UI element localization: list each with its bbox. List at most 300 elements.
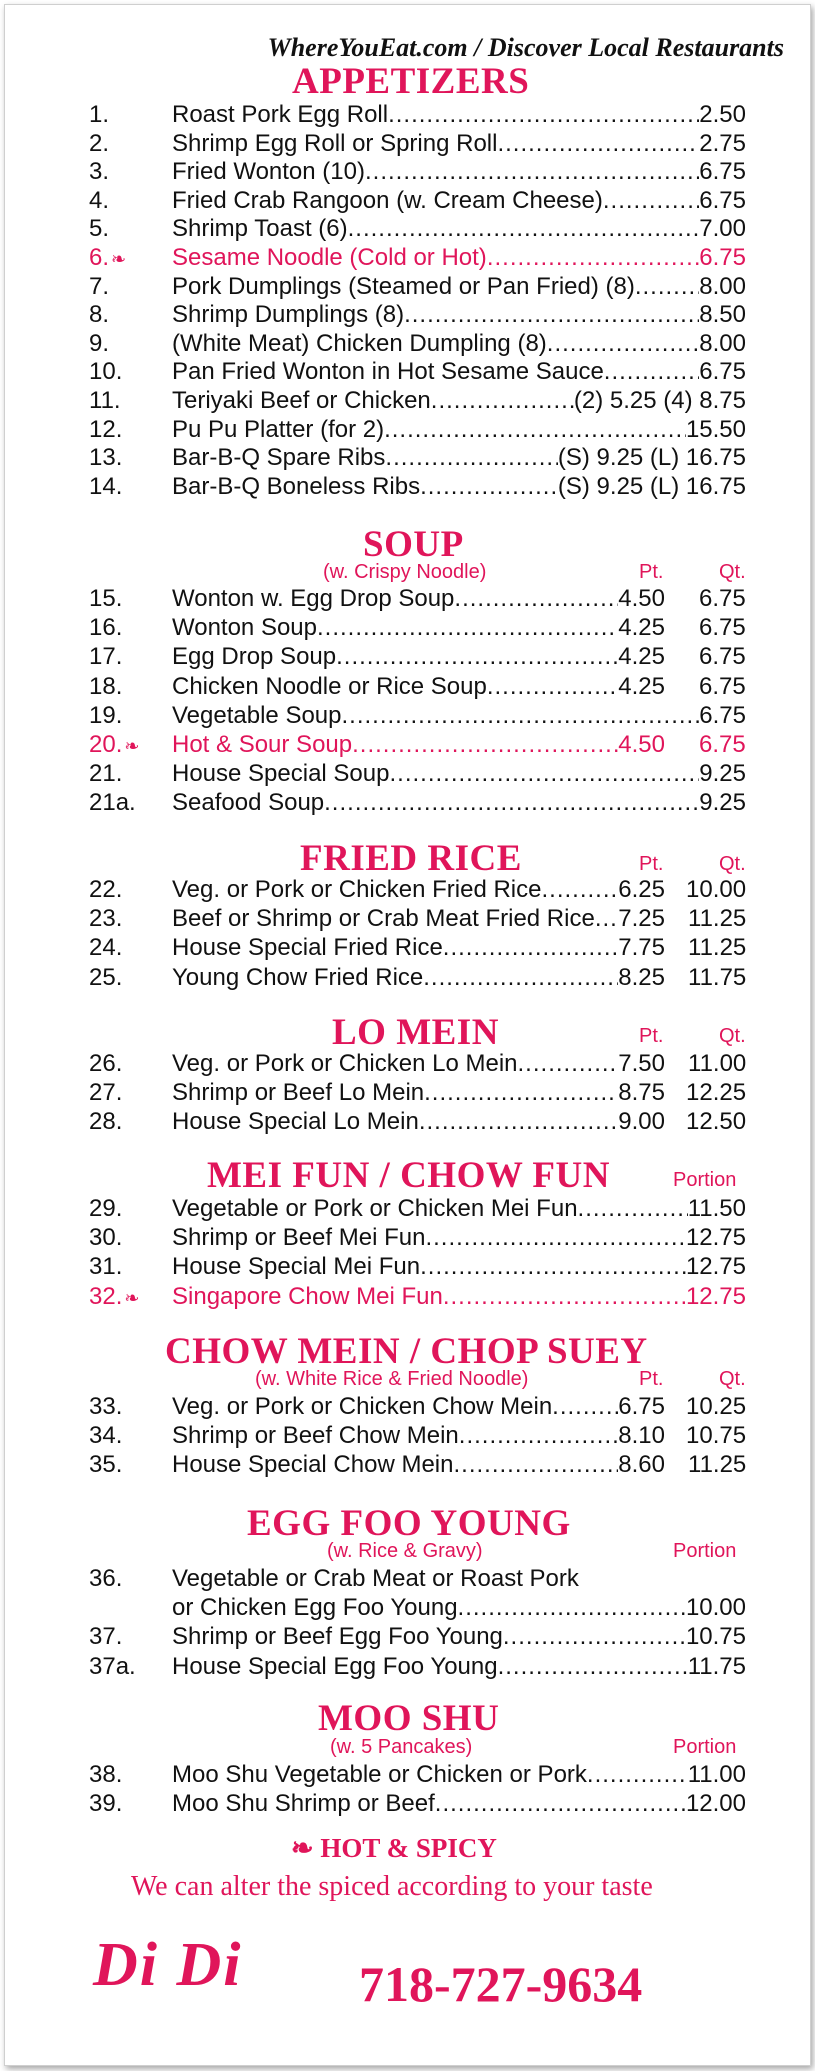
item-number xyxy=(89,301,109,329)
item-price-quart: 11.25 xyxy=(688,905,747,933)
item-line xyxy=(172,1565,579,1593)
menu-item-row xyxy=(5,964,810,993)
dot-leader xyxy=(503,1623,686,1651)
item-number xyxy=(89,158,109,186)
dot-leader xyxy=(547,330,700,358)
mei-fun-col-portion: Portion xyxy=(673,1169,737,1191)
item-price-quart: 11.00 xyxy=(688,1050,747,1077)
item-line xyxy=(172,1050,665,1078)
item-price-pint: 4.25 xyxy=(618,643,665,671)
menu-item-row xyxy=(5,473,810,502)
item-number xyxy=(89,215,109,243)
item-line xyxy=(172,473,746,501)
item-line xyxy=(172,416,746,444)
item-line xyxy=(172,1195,746,1223)
item-price-quart: 6.75 xyxy=(699,643,746,671)
item-name: Teriyaki Beef or Chicken xyxy=(172,387,431,414)
menu-item-row xyxy=(5,876,810,905)
item-price-quart: 6.75 xyxy=(699,731,746,758)
dot-leader xyxy=(420,473,558,501)
item-number-text: 20. xyxy=(89,731,123,758)
item-name: House Special Lo Mein xyxy=(172,1107,419,1135)
item-line xyxy=(172,760,746,788)
item-name: Wonton w. Egg Drop Soup xyxy=(172,585,455,612)
item-number xyxy=(89,876,122,904)
fried-rice-col-pt: Pt. xyxy=(639,853,664,875)
item-line xyxy=(172,643,665,671)
item-number xyxy=(89,905,122,933)
item-number-text: 3. xyxy=(89,158,110,186)
item-price-quart: 6.75 xyxy=(699,672,746,700)
item-number-text: 6. xyxy=(89,244,110,271)
item-price-quart: 6.75 xyxy=(699,585,746,612)
item-number-text: 19. xyxy=(89,701,123,729)
item-number-text: 26. xyxy=(89,1050,123,1077)
fried-rice-col-qt: Qt. xyxy=(719,853,746,875)
item-line xyxy=(172,614,665,642)
item-number xyxy=(89,473,122,501)
item-name: House Special Mei Fun xyxy=(172,1253,421,1281)
dot-leader xyxy=(595,905,618,933)
dot-leader xyxy=(487,673,618,701)
item-price-pint: 6.25 xyxy=(618,876,665,903)
menu-item-row xyxy=(5,1790,810,1819)
alter-spice-note: We can alter the spiced according to your taste xyxy=(131,1871,653,1902)
section-title-appetizers: APPETIZERS xyxy=(292,61,530,102)
item-name: Vegetable Soup xyxy=(172,701,342,729)
chow-mein-col-pt: Pt. xyxy=(639,1368,664,1390)
item-name: Bar-B-Q Boneless Ribs xyxy=(172,472,421,500)
item-price-pint: 4.50 xyxy=(618,731,665,758)
menu-item-row xyxy=(5,1565,810,1594)
item-number-text: 31. xyxy=(89,1253,123,1281)
item-number-text: 16. xyxy=(89,614,123,642)
item-number xyxy=(89,1393,122,1421)
item-line xyxy=(172,1623,746,1651)
soup-col-pt: Pt. xyxy=(639,561,664,583)
menu-item-row xyxy=(5,330,810,359)
item-number xyxy=(89,444,122,472)
item-price-pint: 4.25 xyxy=(618,614,665,642)
item-number xyxy=(89,1790,122,1818)
item-name: Veg. or Pork or Chicken Lo Mein xyxy=(172,1050,518,1077)
dot-leader xyxy=(635,273,699,301)
menu-item-row xyxy=(5,187,810,216)
item-price: (S) 9.25 (L) 16.75 xyxy=(557,472,746,500)
item-line xyxy=(172,187,746,215)
lo-mein-col-pt: Pt. xyxy=(639,1025,664,1047)
section-title-fried-rice: FRIED RICE xyxy=(300,838,522,879)
menu-item-row xyxy=(5,789,810,818)
item-number xyxy=(89,731,139,759)
moo-shu-subtitle: (w. 5 Pancakes) xyxy=(330,1736,473,1758)
item-price: 9.25 xyxy=(699,760,746,788)
item-line xyxy=(172,330,746,358)
item-number-text: 25. xyxy=(89,963,123,991)
item-number-text: 1. xyxy=(89,101,110,128)
dot-leader xyxy=(587,1761,688,1789)
item-number-text: 8. xyxy=(89,301,110,329)
item-price: 2.75 xyxy=(699,129,746,157)
item-line xyxy=(172,101,746,129)
item-number-text: 27. xyxy=(89,1078,123,1106)
item-number xyxy=(89,760,122,788)
item-price: 10.00 xyxy=(685,1594,746,1622)
item-number xyxy=(89,1761,122,1789)
menu-item-row xyxy=(5,273,810,302)
item-line xyxy=(172,964,665,992)
item-line xyxy=(172,244,746,272)
dot-leader xyxy=(352,731,618,759)
item-price-quart: 11.25 xyxy=(688,934,747,962)
dot-leader xyxy=(348,215,700,243)
item-price-pint: 8.75 xyxy=(618,1078,665,1106)
item-name: Young Chow Fried Rice xyxy=(172,963,424,991)
item-line xyxy=(172,215,746,243)
dot-leader xyxy=(603,187,699,215)
item-price: (2) 5.25 (4) 8.75 xyxy=(573,387,746,414)
item-number xyxy=(89,1422,122,1450)
item-number-text: 34. xyxy=(89,1422,123,1450)
dot-leader xyxy=(497,130,699,158)
item-number xyxy=(89,964,122,992)
item-number xyxy=(89,1224,122,1252)
section-title-moo-shu: MOO SHU xyxy=(318,1698,500,1739)
item-name: Shrimp Dumplings (8) xyxy=(172,301,405,329)
item-number-text: 37a. xyxy=(89,1652,136,1680)
item-number xyxy=(89,1653,136,1681)
item-price: 12.75 xyxy=(685,1282,746,1310)
item-number xyxy=(89,643,122,671)
dot-leader xyxy=(435,1790,686,1818)
item-price-pint: 4.50 xyxy=(618,585,665,612)
item-line xyxy=(172,1283,746,1311)
item-price: 12.75 xyxy=(685,1224,746,1252)
soup-col-qt: Qt. xyxy=(719,561,746,583)
item-number xyxy=(89,1108,122,1136)
item-number-text: 21a. xyxy=(89,789,136,817)
item-price-pint: 7.25 xyxy=(618,905,665,933)
menu-item-row xyxy=(5,1761,810,1790)
item-price-pint: 7.75 xyxy=(618,934,665,962)
item-price: (S) 9.25 (L) 16.75 xyxy=(557,444,746,472)
item-line xyxy=(172,1108,665,1136)
item-number-text: 21. xyxy=(89,760,123,788)
item-price: 7.00 xyxy=(699,215,746,243)
pepper-icon: ❧ xyxy=(124,1287,140,1308)
item-number xyxy=(89,1195,122,1223)
site-banner: WhereYouEat.com / Discover Local Restaurants xyxy=(267,33,784,62)
item-number xyxy=(89,934,122,962)
dot-leader xyxy=(385,444,557,472)
item-price: 12.75 xyxy=(685,1253,746,1281)
item-line xyxy=(172,702,746,730)
item-line xyxy=(172,1761,746,1789)
item-price: 6.75 xyxy=(699,358,746,386)
egg-foo-young-col-portion: Portion xyxy=(673,1540,737,1562)
item-name: Veg. or Pork or Chicken Fried Rice xyxy=(172,876,542,903)
item-name: Seafood Soup xyxy=(172,789,325,817)
item-number xyxy=(89,273,109,301)
item-line xyxy=(172,876,665,904)
item-line xyxy=(172,905,665,933)
item-price-quart: 6.75 xyxy=(699,614,746,642)
item-price-pint: 8.60 xyxy=(618,1451,665,1479)
item-name: Wonton Soup xyxy=(172,614,317,642)
item-name: Beef or Shrimp or Crab Meat Fried Rice xyxy=(172,905,595,933)
dot-leader xyxy=(458,1594,686,1622)
item-price: 11.00 xyxy=(687,1761,746,1788)
item-number xyxy=(89,585,122,613)
item-line xyxy=(172,1253,746,1281)
item-line xyxy=(172,301,746,329)
pepper-icon: ❧ xyxy=(291,1833,314,1863)
dot-leader xyxy=(541,876,618,904)
item-line xyxy=(172,1594,746,1622)
item-price: 6.75 xyxy=(699,701,746,729)
item-price-quart: 11.25 xyxy=(688,1451,747,1479)
item-name: Moo Shu Shrimp or Beef xyxy=(172,1790,435,1818)
item-name: House Special Chow Mein xyxy=(172,1451,454,1479)
menu-item-row xyxy=(5,614,810,643)
item-number-text: 5. xyxy=(89,215,110,243)
item-name: Hot & Sour Soup xyxy=(172,731,353,758)
item-number-text: 2. xyxy=(89,129,110,157)
item-line xyxy=(172,158,746,186)
item-name: (White Meat) Chicken Dumpling (8) xyxy=(172,329,547,357)
item-price: 8.00 xyxy=(699,329,746,357)
item-name: Pu Pu Platter (for 2) xyxy=(172,415,385,443)
item-line xyxy=(172,1653,746,1681)
dot-leader xyxy=(317,614,618,642)
item-name: Singapore Chow Mei Fun xyxy=(172,1282,443,1310)
item-line xyxy=(172,1224,746,1252)
section-title-chow-mein: CHOW MEIN / CHOP SUEY xyxy=(165,1331,648,1372)
menu-item-row xyxy=(5,760,810,789)
menu-item-row xyxy=(5,301,810,330)
item-price-pint: 4.25 xyxy=(618,672,665,700)
moo-shu-col-portion: Portion xyxy=(673,1736,737,1758)
item-line xyxy=(172,1422,665,1450)
section-title-lo-mein: LO MEIN xyxy=(332,1012,499,1053)
item-number xyxy=(89,1623,122,1651)
hot-spicy-label: HOT & SPICY xyxy=(320,1833,497,1863)
item-line xyxy=(172,387,746,415)
item-number-text: 10. xyxy=(89,358,123,386)
dot-leader xyxy=(424,1079,618,1107)
menu-paper xyxy=(5,5,810,2065)
menu-page xyxy=(4,4,811,2066)
item-price: 6.75 xyxy=(699,244,746,271)
item-price: 15.50 xyxy=(685,415,746,443)
menu-item-row xyxy=(5,585,810,614)
item-number-text: 22. xyxy=(89,876,123,903)
item-price-quart: 12.25 xyxy=(686,1078,747,1106)
dot-leader xyxy=(459,1422,619,1450)
menu-item-row xyxy=(5,444,810,473)
item-number xyxy=(89,1050,122,1078)
item-line xyxy=(172,358,746,386)
item-number-text: 14. xyxy=(89,472,123,500)
item-number-text: 37. xyxy=(89,1623,123,1651)
item-number-text: 28. xyxy=(89,1107,123,1135)
item-name: Sesame Noodle (Cold or Hot) xyxy=(172,244,487,271)
item-number-text: 29. xyxy=(89,1195,123,1222)
menu-item-row xyxy=(5,1623,810,1652)
item-name: Shrimp or Beef Mei Fun xyxy=(172,1224,426,1252)
item-name: House Special Egg Foo Young xyxy=(172,1652,498,1680)
item-price-quart: 10.75 xyxy=(686,1422,747,1450)
menu-item-row xyxy=(5,101,810,130)
menu-item-row xyxy=(5,1050,810,1079)
item-price-quart: 12.50 xyxy=(686,1107,747,1135)
item-number xyxy=(89,702,122,730)
item-number xyxy=(89,187,109,215)
chow-mein-col-qt: Qt. xyxy=(719,1368,746,1390)
item-price-quart: 11.75 xyxy=(688,963,747,991)
menu-item-row xyxy=(5,1195,810,1224)
restaurant-logo: Di Di xyxy=(93,1931,243,1999)
item-number-text: 23. xyxy=(89,905,123,933)
item-price-pint: 8.10 xyxy=(618,1422,665,1450)
item-price-pint: 9.00 xyxy=(618,1107,665,1135)
menu-item-row xyxy=(5,1283,810,1312)
item-name: Shrimp or Beef Chow Mein xyxy=(172,1422,459,1450)
item-number-text: 33. xyxy=(89,1393,123,1420)
menu-item-row xyxy=(5,1422,810,1451)
item-price-pint: 8.25 xyxy=(618,963,665,991)
item-line xyxy=(172,673,665,701)
dot-leader xyxy=(487,244,699,272)
item-name: Shrimp or Beef Lo Mein xyxy=(172,1078,425,1106)
menu-item-row xyxy=(5,934,810,963)
item-number xyxy=(89,1565,122,1593)
dot-leader xyxy=(604,358,699,386)
item-number-text: 12. xyxy=(89,415,123,443)
dot-leader xyxy=(404,301,699,329)
item-name: House Special Soup xyxy=(172,760,390,788)
menu-item-row xyxy=(5,1079,810,1108)
pepper-icon: ❧ xyxy=(111,249,127,269)
item-number xyxy=(89,1283,139,1311)
item-line xyxy=(172,731,665,759)
item-line xyxy=(172,444,746,472)
item-number-text: 7. xyxy=(89,272,110,300)
menu-item-row xyxy=(5,1653,810,1682)
menu-item-row xyxy=(5,244,810,273)
item-number-text: 32. xyxy=(89,1282,123,1310)
menu-item-row xyxy=(5,1393,810,1422)
item-name: Shrimp or Beef Egg Foo Young xyxy=(172,1623,503,1651)
phone-number: 718-727-9634 xyxy=(359,1956,643,2012)
dot-leader xyxy=(342,702,700,730)
item-number-text: 11. xyxy=(89,387,121,414)
item-number-text: 13. xyxy=(89,444,123,472)
menu-item-row xyxy=(5,387,810,416)
item-number-text: 36. xyxy=(89,1565,123,1592)
item-number xyxy=(89,1253,122,1281)
item-price: 8.50 xyxy=(699,301,746,329)
item-line xyxy=(172,1790,746,1818)
dot-leader xyxy=(384,416,686,444)
egg-foo-young-subtitle: (w. Rice & Gravy) xyxy=(327,1540,483,1562)
item-line xyxy=(172,789,746,817)
menu-item-row xyxy=(5,702,810,731)
item-number-text: 17. xyxy=(89,643,123,671)
menu-item-row xyxy=(5,731,810,760)
item-line xyxy=(172,1079,665,1107)
dot-leader xyxy=(423,964,618,992)
item-price-pint: 6.75 xyxy=(618,1393,665,1420)
item-name: Vegetable or Crab Meat or Roast Pork xyxy=(172,1565,579,1592)
dot-leader xyxy=(336,643,618,671)
dot-leader xyxy=(498,1653,688,1681)
dot-leader xyxy=(365,158,699,186)
item-number-text: 18. xyxy=(89,672,123,700)
menu-item-row xyxy=(5,1253,810,1282)
item-name: Veg. or Pork or Chicken Chow Mein xyxy=(172,1393,553,1420)
menu-item-row xyxy=(5,643,810,672)
dot-leader xyxy=(389,760,699,788)
item-line xyxy=(172,130,746,158)
dot-leader xyxy=(431,387,574,415)
item-number-text: 39. xyxy=(89,1790,123,1818)
item-name: Roast Pork Egg Roll xyxy=(172,101,389,128)
dot-leader xyxy=(453,1451,618,1479)
dot-leader xyxy=(443,934,618,962)
item-number xyxy=(89,789,136,817)
item-number xyxy=(89,614,122,642)
item-name: Pork Dumplings (Steamed or Pan Fried) (8) xyxy=(172,272,635,300)
dot-leader xyxy=(552,1393,618,1421)
item-number xyxy=(89,416,122,444)
item-number-text: 30. xyxy=(89,1224,123,1252)
section-title-mei-fun: MEI FUN / CHOW FUN xyxy=(207,1155,610,1196)
item-name: Egg Drop Soup xyxy=(172,643,337,671)
item-price-quart: 10.25 xyxy=(686,1393,747,1420)
item-name: Shrimp Toast (6) xyxy=(172,215,348,243)
dot-leader xyxy=(578,1195,688,1223)
item-line xyxy=(172,1451,665,1479)
item-price: 6.75 xyxy=(699,158,746,186)
pepper-icon: ❧ xyxy=(124,736,140,756)
dot-leader xyxy=(388,101,699,129)
item-number-text: 24. xyxy=(89,934,123,962)
item-price: 10.75 xyxy=(685,1623,746,1651)
item-price-quart: 10.00 xyxy=(686,876,747,903)
item-number xyxy=(89,244,126,272)
menu-item-row xyxy=(5,358,810,387)
dot-leader xyxy=(324,789,699,817)
menu-item-row xyxy=(5,905,810,934)
item-price: 8.00 xyxy=(699,272,746,300)
item-number xyxy=(89,130,109,158)
item-number xyxy=(89,387,121,415)
item-line xyxy=(172,273,746,301)
item-price: 12.00 xyxy=(685,1790,746,1818)
item-name: Vegetable or Pork or Chicken Mei Fun xyxy=(172,1195,578,1222)
item-name: Bar-B-Q Spare Ribs xyxy=(172,444,386,472)
item-name: Pan Fried Wonton in Hot Sesame Sauce xyxy=(172,358,604,386)
menu-item-row xyxy=(5,1594,810,1623)
item-number xyxy=(89,1079,122,1107)
item-number xyxy=(89,673,122,701)
item-number-text: 15. xyxy=(89,585,123,612)
item-number-text: 35. xyxy=(89,1451,123,1479)
dot-leader xyxy=(443,1283,686,1311)
menu-item-row xyxy=(5,673,810,702)
item-number xyxy=(89,1451,122,1479)
